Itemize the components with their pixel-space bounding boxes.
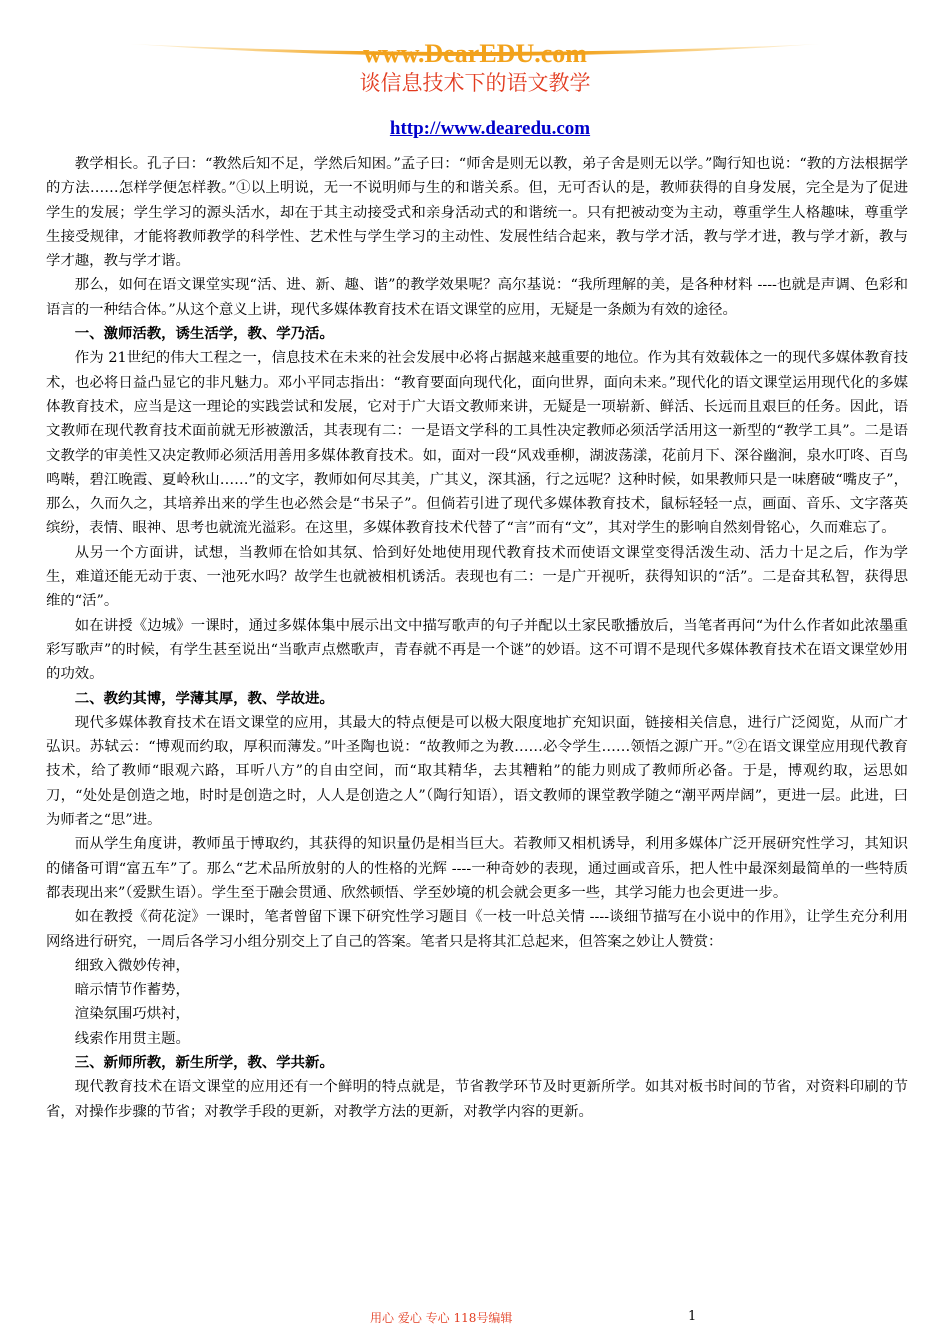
poem-line: 细致入微妙传神， [74, 957, 190, 974]
page-number: 1 [688, 1309, 697, 1324]
section-heading: 一、激师活教，诱生活学，教、学乃活。 [74, 325, 334, 343]
paragraph: 从另一个方面讲，试想，当教师在恰如其氛、恰到好处地使用现代教育技术而使语文课堂变得活泼生动、活力十足之后，作为学生，难道还能无动于衷、一池死水吗？故学生也就被相机诱活。表现也有二：一是广开视听，获得知识的“活”。二是奋其私智，获得思维的“活”。 [46, 544, 908, 610]
paragraph: 现代教育技术在语文课堂的应用还有一个鲜明的特点就是，节省教学环节及时更新所学。如其对板书时间的节省，对资料印刷的节省，对操作步骤的节省；对教学手段的更新，对教学方法的更新，对教学内容的更新。 [46, 1079, 908, 1120]
paragraph: 那么，如何在语文课堂实现“活、进、新、趣、谐”的教学效果呢？高尔基说：“我所理解的美，是各种材料 ----也就是声调、色彩和语言的一种结合体。”从这个意义上讲，现代多媒体教育技术在语文课堂的应用，无疑是一条颇为有效的途径。 [46, 277, 908, 318]
page-title: 谈信息技术下的语文教学 [359, 71, 591, 95]
poem-line: 暗示情节作蓄势， [74, 982, 190, 999]
footer-credit: 用心 爱心 专心 118号编辑 [370, 1311, 513, 1325]
paragraph: 作为 21世纪的伟大工程之一，信息技术在未来的社会发展中必将占据越来越重要的地位。作为其有效载体之一的现代多媒体教育技术，也必将日益凸显它的非凡魅力。邓小平同志指出：“教育要面向现代化，面向世界，面向未来。”现代化的语文课堂运用现代化的多媒体教育技术，应当是这一理论的实践尝试和发展，它对于广大语文教师来讲，无疑是一项崭新、鲜活、长远而且艰巨的任务。因此，语文教师在现代教育技术面前就无形被激活，其表现有二：一是语文学科的工具性决定教师必须活学活用这一新型的“教学工具”。二是语文教学的审美性又决定教师必须活用善用多媒体教育技术。如，面对一段“风戏垂柳，湖波荡漾，花前月下、深谷幽涧，泉水叮咚、百鸟鸣啭，碧江晚霞、夏岭秋山……”的文字，教师如何尽其美，广其义，深其涵，行之远呢？这种时候，如果教师只是一味磨破“嘴皮子”，那么，久而久之，其培养出来的学生也必然会是“书呆子”。但倘若引进了现代多媒体教育技术，鼠标轻轻一点，画面、音乐、文字落英缤纷，表情、眼神、思考也就流光溢彩。在这里，多媒体教育技术代替了“言”而有“文”，其对学生的影响自然刻骨铭心，久而难忘了。 [46, 350, 908, 537]
poem-line: 渲染氛围巧烘衬， [74, 1006, 190, 1023]
poem-line: 线索作用贯主题。 [74, 1030, 190, 1047]
paragraph: 如在讲授《边城》一课时，通过多媒体集中展示出文中描写歌声的句子并配以土家民歌播放后，当笔者再问“为什么作者如此浓墨重彩写歌声”的时候，有学生甚至说出“当歌声点燃歌声，青春就不再是一个谜”的妙语。这不可谓不是现代多媒体教育技术在语文课堂妙用的功效。 [46, 617, 908, 683]
paragraph: 教学相长。孔子曰：“教然后知不足，学然后知困。”孟子曰：“师舍是则无以教，弟子舍是则无以学。”陶行知也说：“教的方法根据学的方法……怎样学便怎样教。”①以上明说，无一不说明师与生的和谐关系。但，无可否认的是，教师获得的自身发展，完全是为了促进学生的发展；学生学习的源头活水，却在于其主动接受式和亲身活动式的和谐统一。只有把被动变为主动，尊重学生人格趣味，尊重学生接受规律，才能将教师教学的科学性、艺术性与学生学习的主动性、发展性结合起来，教与学才活，教与学才进，教与学才新，教与学才趣，教与学才谐。 [46, 156, 908, 270]
paragraph: 如在教授《荷花淀》一课时，笔者曾留下课下研究性学习题目《一枝一叶总关情 ----谈细节描写在小说中的作用》，让学生充分利用网络进行研究，一周后各学习小组分别交上了自己的答案。笔者只是将其汇总起来，但答案之妙让人赞赏： [46, 909, 908, 950]
article-body [46, 152, 908, 1124]
section-heading: 二、教约其博，学薄其厚，教、学故进。 [74, 689, 334, 707]
logo-text: www.DearEDU.com [363, 39, 587, 68]
site-url-link[interactable]: http://www.dearedu.com [389, 118, 591, 139]
paragraph: 现代多媒体教育技术在语文课堂的应用，其最大的特点便是可以极大限度地扩充知识面，链接相关信息，进行广泛阅览，从而广才弘识。苏轼云：“博观而约取，厚积而薄发。”叶圣陶也说：“故教师之为教……必令学生……领悟之源广开。”②在语文课堂应用现代教育技术，给了教师“眼观六路，耳听八方”的自由空间，而“取其精华，去其糟粕”的能力则成了教师所必备。于是，博观约取，运思如刀，“处处是创造之地，时时是创造之时，人人是创造之人”（陶行知语），语文教师的课堂教学随之“潮平两岸阔”，更进一层。此进，曰为师者之“思”进。 [46, 714, 908, 829]
paragraph: 而从学生角度讲，教师虽于博取约，其获得的知识量仍是相当巨大。若教师又相机诱导，利用多媒体广泛开展研究性学习，其知识的储备可谓“富五车”了。那么“艺术品所放射的人的性格的光辉 ----一种奇妙的表现，通过画或音乐，把人性中最深刻最简单的一些特质都表现出来”（爱默生语）。学生至于融会贯通、欣然顿悟、学至妙境的机会就会更多一些，其学习能力也会更进一步。 [46, 836, 908, 901]
section-heading: 三、新师所教，新生所学，教、学共新。 [74, 1053, 334, 1071]
